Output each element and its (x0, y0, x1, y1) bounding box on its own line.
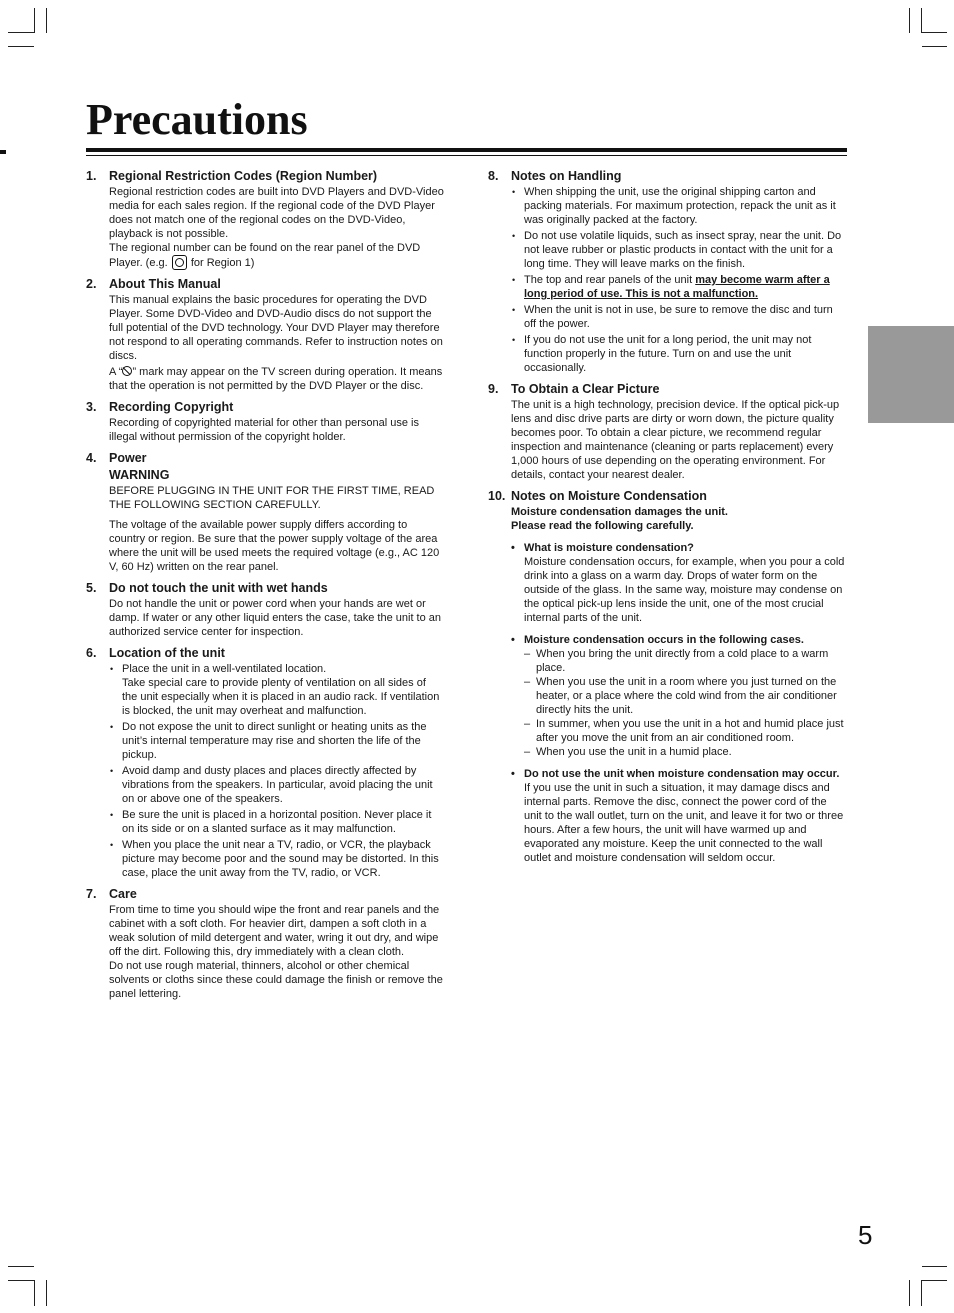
section-title: Recording Copyright (109, 400, 234, 414)
crop-mark (8, 1266, 34, 1267)
section-title: About This Manual (109, 277, 221, 291)
list-item: – When you use the unit in a room where you just turned on the heater, or a place where the cold wind from the air conditioner directly hits the unit. (524, 675, 846, 717)
list-item: • If you do not use the unit for a long period, the unit may not function properly in the future. Turn on and use the unit occasionally. (511, 333, 846, 375)
emphasis-text: may become warm after a long period of use. This is not a malfunction. (524, 274, 830, 300)
text: The regional number can be found on the rear panel of the DVD Player. (e.g. (109, 242, 421, 269)
list-item: – In summer, when you use the unit in a hot and humid place just after you move the unit from an air conditioned room. (524, 717, 846, 745)
lead-text: Please read the following carefully. (511, 520, 694, 532)
section-regional-codes (86, 168, 444, 270)
section-wet-hands (86, 580, 444, 639)
right-column (488, 168, 846, 871)
list-item: – When you bring the unit directly from a cold place to a warm place. (524, 647, 846, 675)
crop-mark (8, 46, 34, 47)
left-column (86, 168, 444, 1007)
region-1-icon (172, 255, 187, 270)
text: Take special care to provide plenty of ventilation on all sides of the unit especially when it is placed in an audio rack. If ventilation is blocked, the unit may overheat and malfunction. (122, 677, 440, 717)
crop-mark (922, 1280, 947, 1281)
section-power (86, 450, 444, 574)
section-number: 3. (86, 400, 97, 414)
crop-mark (909, 8, 910, 33)
prohibited-icon (122, 366, 132, 376)
list-item: • Do not use volatile liquids, such as insect spray, near the unit. Do not leave rubber or plastic products in contact with the unit for a long time. They will leave marks on the finish. (511, 229, 846, 271)
list-item: • When you place the unit near a TV, radio, or VCR, the playback picture may become poor and the sound may be distorted. In this case, place the unit away from the TV, radio, or VCR. (109, 838, 444, 880)
section-recording-copyright (86, 399, 444, 444)
dash-list (524, 647, 846, 759)
question-heading: • What is moisture condensation? (524, 542, 694, 554)
list-item (109, 662, 444, 718)
text: Place the unit in a well-ventilated location. (122, 663, 327, 675)
text: for Region 1) (190, 257, 255, 269)
registration-mark (0, 150, 6, 154)
title-rule-thin (86, 155, 847, 156)
list-item: • Avoid damp and dusty places and places directly affected by vibrations from the speakers. In particular, avoid placing the unit on or above one of the speakers. (109, 764, 444, 806)
section-about-manual (86, 276, 444, 393)
section-number: 1. (86, 169, 97, 183)
paragraph: Do not handle the unit or power cord when your hands are wet or damp. If water or any other liquid enters the case, take the unit to an authorized service center for inspection. (109, 598, 442, 638)
paragraph: Do not use rough material, thinners, alcohol or other chemical solvents or cloths since these could damage the finish or remove the panel lettering. (109, 960, 443, 1000)
text: The top and rear panels of the unit (524, 274, 693, 286)
section-location (86, 645, 444, 880)
section-title: Notes on Handling (511, 169, 622, 183)
text: ” mark may appear on the TV screen during operation. It means that the operation is not permitted by the DVD Player or the disc. (109, 366, 443, 392)
section-care (86, 886, 444, 1001)
section-title: Location of the unit (109, 646, 225, 660)
crop-mark (46, 8, 47, 33)
bullet-list (109, 662, 444, 880)
section-title: Notes on Moisture Condensation (511, 489, 707, 503)
crop-mark (8, 1280, 34, 1281)
paragraph (109, 365, 444, 393)
warning-text: BEFORE PLUGGING IN THE UNIT FOR THE FIRST TIME, READ THE FOLLOWING SECTION CAREFULLY. (109, 485, 435, 511)
warning-heading: WARNING (109, 468, 170, 482)
question-heading: • Moisture condensation occurs in the following cases. (524, 634, 804, 646)
crop-mark (922, 32, 947, 33)
section-number: 10. (488, 489, 506, 503)
crop-mark (34, 1280, 35, 1306)
section-number: 9. (488, 382, 499, 396)
bullet-list (511, 185, 846, 375)
crop-mark (921, 1280, 922, 1306)
section-title: Do not touch the unit with wet hands (109, 581, 328, 595)
paragraph: The voltage of the available power supply differs according to country or region. Be sure that the power supply voltage of the area where the unit will be used meets the required voltage (e.g., AC 120 V, 60 Hz) written on the rear panel. (109, 519, 440, 573)
list-item: • Do not expose the unit to direct sunlight or heating units as the unit’s internal temperature may rise and shorten the life of the pickup. (109, 720, 444, 762)
crop-mark (922, 46, 947, 47)
crop-mark (922, 1266, 947, 1267)
section-number: 8. (488, 169, 499, 183)
section-number: 5. (86, 581, 97, 595)
text: A “ (109, 366, 123, 378)
section-title: Regional Restriction Codes (Region Number) (109, 169, 378, 183)
section-number: 6. (86, 646, 97, 660)
section-clear-picture (488, 381, 846, 482)
paragraph: If you use the unit in such a situation, it may damage discs and internal parts. Remove the disc, connect the power cord of the unit to the wall outlet, turn on the unit, and leave it for two or three hours. After a few hours, the unit will have warmed up and evaporated any moisture. Keep the unit connected to the wall outlet and moisture condensation will seldom occur. (524, 782, 844, 864)
lead-text: Moisture condensation damages the unit. (511, 506, 728, 518)
paragraph: Regional restriction codes are built into DVD Players and DVD-Video media for each sales region. If the regional code of the DVD Player does not match one of the regional codes on the DVD-Video, playback is not possible. (109, 186, 444, 240)
section-number: 2. (86, 277, 97, 291)
section-number: 7. (86, 887, 97, 901)
question-heading: • Do not use the unit when moisture condensation may occur. (524, 768, 840, 780)
section-title: To Obtain a Clear Picture (511, 382, 660, 396)
list-item (511, 633, 846, 759)
paragraph (109, 241, 444, 270)
list-item: • Be sure the unit is placed in a horizontal position. Never place it on its side or on a slanted surface as it may malfunction. (109, 808, 444, 836)
page-number: 5 (858, 1220, 873, 1250)
paragraph: From time to time you should wipe the front and rear panels and the cabinet with a soft cloth. For heavier dirt, dampen a soft cloth in a weak solution of mild detergent and water, wring it out dry, and wipe off the dirt. Following this, dry immediately with a clean cloth. (109, 904, 440, 958)
paragraph: Moisture condensation occurs, for example, when you pour a cold drink into a glass on a warm day. Drops of water form on the outside of the glass. In the same way, moisture may condense on the optical pick-up lens inside the unit, one of the most crucial internal parts of the unit. (524, 556, 845, 624)
crop-mark (34, 8, 35, 33)
crop-mark (921, 8, 922, 33)
section-title: Care (109, 887, 137, 901)
paragraph: Recording of copyrighted material for other than personal use is illegal without permission of the copyright holder. (109, 417, 420, 443)
crop-mark (909, 1280, 910, 1306)
list-item: • When the unit is not in use, be sure to remove the disc and turn off the power. (511, 303, 846, 331)
crop-mark (46, 1280, 47, 1306)
bullet-list (511, 541, 846, 865)
crop-mark (8, 32, 34, 33)
paragraph: The unit is a high technology, precision device. If the optical pick-up lens and disc drive parts are dirty or worn down, the picture quality becomes poor. To obtain a clear picture, we recommend regular inspection and maintenance (cleaning or parts replacement) every 1,000 hours of use depending on the operating environment. For details, contact your nearest dealer. (511, 399, 840, 481)
title-rule-thick (86, 148, 847, 152)
section-number: 4. (86, 451, 97, 465)
list-item (511, 541, 846, 625)
list-item (511, 767, 846, 865)
section-title: Power (109, 451, 147, 465)
list-item (511, 273, 846, 301)
section-tab (868, 326, 954, 423)
section-moisture-condensation (488, 488, 846, 865)
paragraph: This manual explains the basic procedures for operating the DVD Player. Some DVD-Video and DVD-Audio discs do not support the full potential of the DVD technology. Your DVD Player may therefore not respond to all operating commands. Refer to instruction notes on discs. (109, 294, 443, 362)
page-title: Precautions (86, 95, 308, 144)
list-item: – When you use the unit in a humid place. (524, 745, 846, 759)
list-item: • When shipping the unit, use the original shipping carton and packing materials. For maximum protection, repack the unit as it was originally packed at the factory. (511, 185, 846, 227)
section-handling (488, 168, 846, 375)
